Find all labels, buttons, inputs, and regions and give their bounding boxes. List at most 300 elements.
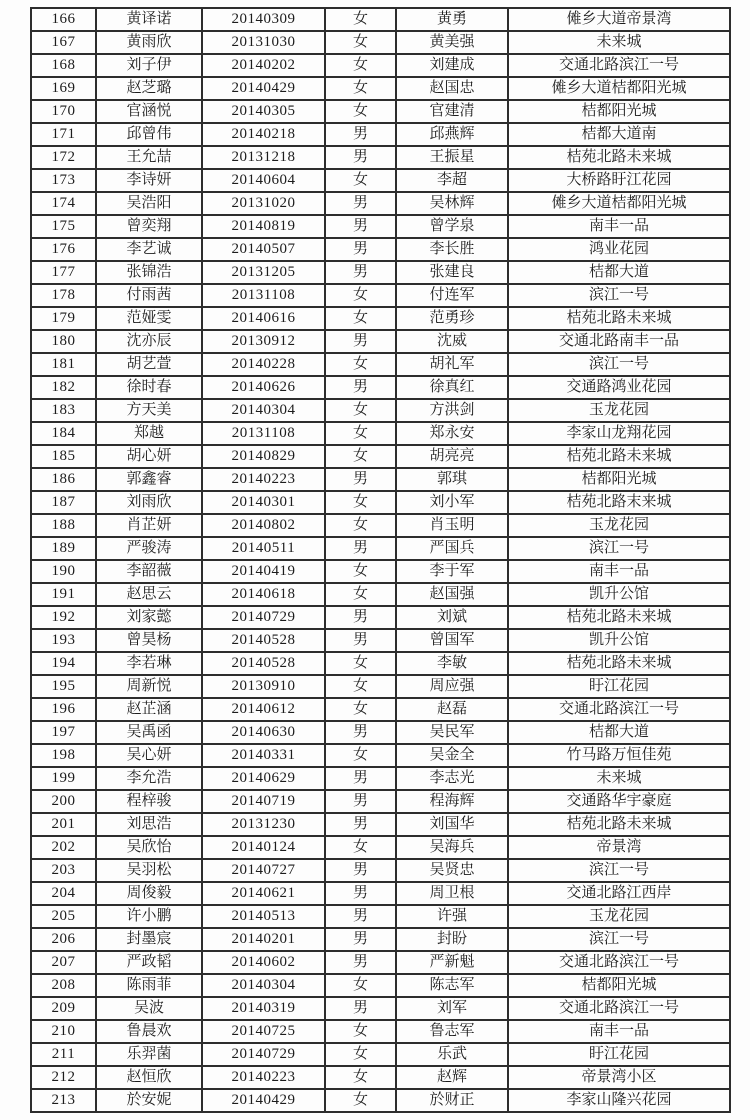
cell-gender: 女 (325, 1043, 396, 1066)
table-row (31, 928, 730, 951)
cell-number: 211 (31, 1043, 96, 1066)
cell-gender: 男 (325, 951, 396, 974)
cell-gender: 男 (325, 882, 396, 905)
cell-number: 182 (31, 376, 96, 399)
cell-number: 192 (31, 606, 96, 629)
cell-name: 郑越 (96, 422, 202, 445)
cell-guardian: 张建良 (396, 261, 508, 284)
table-row (31, 721, 730, 744)
cell-guardian: 吴贤忠 (396, 859, 508, 882)
cell-birthdate: 20140602 (202, 951, 325, 974)
cell-gender: 男 (325, 468, 396, 491)
cell-address: 桔苑北路未来城 (508, 307, 730, 330)
cell-name: 李若琳 (96, 652, 202, 675)
cell-name: 周俊毅 (96, 882, 202, 905)
table-row (31, 905, 730, 928)
table-row (31, 583, 730, 606)
cell-guardian: 李超 (396, 169, 508, 192)
table-row (31, 1043, 730, 1066)
cell-number: 171 (31, 123, 96, 146)
cell-guardian: 黄勇 (396, 8, 508, 31)
cell-birthdate: 20140124 (202, 836, 325, 859)
cell-birthdate: 20140319 (202, 997, 325, 1020)
table-row (31, 376, 730, 399)
cell-guardian: 郭琪 (396, 468, 508, 491)
cell-number: 204 (31, 882, 96, 905)
cell-birthdate: 20140301 (202, 491, 325, 514)
cell-number: 200 (31, 790, 96, 813)
cell-address: 桔苑北路未来城 (508, 652, 730, 675)
cell-number: 208 (31, 974, 96, 997)
cell-gender: 女 (325, 399, 396, 422)
cell-name: 张锦浩 (96, 261, 202, 284)
cell-guardian: 胡礼军 (396, 353, 508, 376)
cell-name: 李艺诚 (96, 238, 202, 261)
cell-birthdate: 20131108 (202, 422, 325, 445)
cell-number: 181 (31, 353, 96, 376)
cell-address: 李家山龙翔花园 (508, 422, 730, 445)
cell-guardian: 严新魁 (396, 951, 508, 974)
cell-birthdate: 20140802 (202, 514, 325, 537)
cell-birthdate: 20140228 (202, 353, 325, 376)
cell-number: 196 (31, 698, 96, 721)
cell-guardian: 鲁志军 (396, 1020, 508, 1043)
table-row (31, 606, 730, 629)
cell-name: 许小鹏 (96, 905, 202, 928)
cell-name: 吴禹函 (96, 721, 202, 744)
cell-address: 交通北路滨江一号 (508, 698, 730, 721)
table-row (31, 169, 730, 192)
cell-address: 滨江一号 (508, 859, 730, 882)
cell-name: 吴欣怡 (96, 836, 202, 859)
cell-address: 大桥路盱江花园 (508, 169, 730, 192)
table-row (31, 859, 730, 882)
cell-number: 186 (31, 468, 96, 491)
cell-address: 交通北路滨江一号 (508, 997, 730, 1020)
cell-address: 桔都阳光城 (508, 100, 730, 123)
cell-number: 177 (31, 261, 96, 284)
cell-number: 209 (31, 997, 96, 1020)
cell-gender: 女 (325, 422, 396, 445)
table-row (31, 399, 730, 422)
table-row (31, 537, 730, 560)
cell-address: 交通北路滨江一号 (508, 54, 730, 77)
cell-name: 肖芷妍 (96, 514, 202, 537)
cell-number: 198 (31, 744, 96, 767)
cell-gender: 男 (325, 721, 396, 744)
cell-number: 190 (31, 560, 96, 583)
cell-birthdate: 20140331 (202, 744, 325, 767)
cell-birthdate: 20140630 (202, 721, 325, 744)
cell-birthdate: 20131108 (202, 284, 325, 307)
table-row (31, 836, 730, 859)
cell-gender: 女 (325, 445, 396, 468)
cell-number: 197 (31, 721, 96, 744)
cell-birthdate: 20140429 (202, 77, 325, 100)
cell-birthdate: 20140528 (202, 629, 325, 652)
cell-address: 傩乡大道桔都阳光城 (508, 192, 730, 215)
cell-name: 曾昊杨 (96, 629, 202, 652)
cell-birthdate: 20140429 (202, 1089, 325, 1112)
cell-address: 凯升公馆 (508, 583, 730, 606)
cell-birthdate: 20130910 (202, 675, 325, 698)
cell-guardian: 吴林辉 (396, 192, 508, 215)
cell-number: 183 (31, 399, 96, 422)
cell-birthdate: 20140829 (202, 445, 325, 468)
cell-number: 210 (31, 1020, 96, 1043)
cell-name: 周新悦 (96, 675, 202, 698)
roster-table-body (31, 8, 730, 1112)
cell-birthdate: 20140719 (202, 790, 325, 813)
cell-name: 赵芝璐 (96, 77, 202, 100)
cell-birthdate: 20140618 (202, 583, 325, 606)
cell-name: 王允喆 (96, 146, 202, 169)
table-row (31, 8, 730, 31)
cell-name: 刘思浩 (96, 813, 202, 836)
cell-guardian: 封盼 (396, 928, 508, 951)
cell-address: 桔都阳光城 (508, 468, 730, 491)
cell-name: 付雨茜 (96, 284, 202, 307)
table-row (31, 330, 730, 353)
cell-gender: 女 (325, 8, 396, 31)
table-row (31, 1089, 730, 1112)
cell-gender: 女 (325, 31, 396, 54)
cell-name: 吴波 (96, 997, 202, 1020)
cell-guardian: 曾学泉 (396, 215, 508, 238)
table-row (31, 813, 730, 836)
cell-gender: 男 (325, 790, 396, 813)
cell-guardian: 程海辉 (396, 790, 508, 813)
cell-guardian: 王振星 (396, 146, 508, 169)
table-row (31, 744, 730, 767)
cell-address: 滨江一号 (508, 284, 730, 307)
cell-gender: 女 (325, 491, 396, 514)
cell-birthdate: 20140309 (202, 8, 325, 31)
cell-address: 桔都大道南 (508, 123, 730, 146)
table-row (31, 698, 730, 721)
cell-number: 213 (31, 1089, 96, 1112)
cell-guardian: 乐武 (396, 1043, 508, 1066)
cell-name: 封墨宸 (96, 928, 202, 951)
cell-birthdate: 20140528 (202, 652, 325, 675)
cell-guardian: 刘建成 (396, 54, 508, 77)
cell-address: 凯升公馆 (508, 629, 730, 652)
cell-number: 175 (31, 215, 96, 238)
cell-gender: 男 (325, 238, 396, 261)
cell-guardian: 陈志军 (396, 974, 508, 997)
cell-name: 邱曾伟 (96, 123, 202, 146)
cell-address: 鸿业花园 (508, 238, 730, 261)
cell-number: 191 (31, 583, 96, 606)
cell-gender: 女 (325, 514, 396, 537)
cell-number: 205 (31, 905, 96, 928)
cell-gender: 男 (325, 997, 396, 1020)
table-row (31, 882, 730, 905)
cell-birthdate: 20140621 (202, 882, 325, 905)
cell-birthdate: 20140223 (202, 1066, 325, 1089)
cell-number: 201 (31, 813, 96, 836)
table-row (31, 790, 730, 813)
cell-number: 185 (31, 445, 96, 468)
table-row (31, 1066, 730, 1089)
cell-gender: 女 (325, 77, 396, 100)
cell-address: 交通路鸿业花园 (508, 376, 730, 399)
cell-name: 黄译诺 (96, 8, 202, 31)
cell-gender: 男 (325, 261, 396, 284)
table-row (31, 100, 730, 123)
cell-birthdate: 20140629 (202, 767, 325, 790)
table-row (31, 31, 730, 54)
cell-address: 玉龙花园 (508, 905, 730, 928)
cell-name: 於安妮 (96, 1089, 202, 1112)
cell-birthdate: 20140616 (202, 307, 325, 330)
cell-birthdate: 20140819 (202, 215, 325, 238)
cell-guardian: 赵辉 (396, 1066, 508, 1089)
cell-gender: 男 (325, 376, 396, 399)
table-row (31, 491, 730, 514)
cell-name: 刘家懿 (96, 606, 202, 629)
table-row (31, 238, 730, 261)
cell-birthdate: 20130912 (202, 330, 325, 353)
cell-name: 程梓骏 (96, 790, 202, 813)
cell-guardian: 周应强 (396, 675, 508, 698)
cell-name: 严骏涛 (96, 537, 202, 560)
cell-number: 167 (31, 31, 96, 54)
cell-name: 胡艺萱 (96, 353, 202, 376)
cell-number: 179 (31, 307, 96, 330)
cell-guardian: 方洪剑 (396, 399, 508, 422)
cell-address: 桔苑北路未来城 (508, 813, 730, 836)
table-row (31, 629, 730, 652)
cell-gender: 女 (325, 1020, 396, 1043)
cell-number: 194 (31, 652, 96, 675)
table-row (31, 261, 730, 284)
cell-number: 207 (31, 951, 96, 974)
cell-birthdate: 20140304 (202, 974, 325, 997)
cell-address: 竹马路万恒佳苑 (508, 744, 730, 767)
cell-gender: 女 (325, 284, 396, 307)
cell-name: 吴心妍 (96, 744, 202, 767)
cell-number: 176 (31, 238, 96, 261)
cell-birthdate: 20140604 (202, 169, 325, 192)
cell-address: 交通北路滨江一号 (508, 951, 730, 974)
cell-gender: 男 (325, 215, 396, 238)
cell-number: 189 (31, 537, 96, 560)
cell-number: 180 (31, 330, 96, 353)
cell-guardian: 刘国华 (396, 813, 508, 836)
cell-birthdate: 20140513 (202, 905, 325, 928)
cell-guardian: 胡亮亮 (396, 445, 508, 468)
cell-birthdate: 20140201 (202, 928, 325, 951)
cell-birthdate: 20140626 (202, 376, 325, 399)
cell-address: 玉龙花园 (508, 399, 730, 422)
cell-address: 桔苑北路未来城 (508, 445, 730, 468)
cell-address: 南丰一品 (508, 215, 730, 238)
cell-birthdate: 20140612 (202, 698, 325, 721)
table-row (31, 652, 730, 675)
cell-number: 178 (31, 284, 96, 307)
cell-guardian: 许强 (396, 905, 508, 928)
cell-address: 桔苑北路未来城 (508, 146, 730, 169)
cell-birthdate: 20131230 (202, 813, 325, 836)
cell-guardian: 邱燕辉 (396, 123, 508, 146)
cell-birthdate: 20140507 (202, 238, 325, 261)
cell-number: 166 (31, 8, 96, 31)
table-row (31, 192, 730, 215)
cell-guardian: 官建清 (396, 100, 508, 123)
cell-guardian: 范勇珍 (396, 307, 508, 330)
table-row (31, 560, 730, 583)
cell-name: 徐时春 (96, 376, 202, 399)
cell-name: 李韶薇 (96, 560, 202, 583)
cell-address: 桔苑北路未来城 (508, 606, 730, 629)
cell-gender: 女 (325, 675, 396, 698)
cell-guardian: 赵国强 (396, 583, 508, 606)
cell-birthdate: 20131020 (202, 192, 325, 215)
cell-guardian: 刘小军 (396, 491, 508, 514)
cell-guardian: 徐真红 (396, 376, 508, 399)
cell-guardian: 郑永安 (396, 422, 508, 445)
cell-address: 傩乡大道桔都阳光城 (508, 77, 730, 100)
cell-birthdate: 20140419 (202, 560, 325, 583)
cell-gender: 男 (325, 606, 396, 629)
cell-name: 吴羽松 (96, 859, 202, 882)
cell-address: 滨江一号 (508, 353, 730, 376)
cell-name: 黄雨欣 (96, 31, 202, 54)
cell-gender: 女 (325, 836, 396, 859)
cell-name: 赵恒欣 (96, 1066, 202, 1089)
cell-number: 206 (31, 928, 96, 951)
cell-gender: 女 (325, 1089, 396, 1112)
cell-birthdate: 20140304 (202, 399, 325, 422)
cell-number: 172 (31, 146, 96, 169)
cell-name: 乐羿菌 (96, 1043, 202, 1066)
cell-birthdate: 20131205 (202, 261, 325, 284)
cell-gender: 男 (325, 813, 396, 836)
cell-address: 未来城 (508, 767, 730, 790)
cell-name: 李允浩 (96, 767, 202, 790)
cell-birthdate: 20140223 (202, 468, 325, 491)
cell-gender: 男 (325, 859, 396, 882)
cell-guardian: 李志光 (396, 767, 508, 790)
cell-name: 李诗妍 (96, 169, 202, 192)
cell-gender: 男 (325, 928, 396, 951)
cell-gender: 女 (325, 583, 396, 606)
cell-number: 174 (31, 192, 96, 215)
table-row (31, 951, 730, 974)
cell-address: 帝景湾 (508, 836, 730, 859)
cell-birthdate: 20140511 (202, 537, 325, 560)
cell-address: 李家山隆兴花园 (508, 1089, 730, 1112)
cell-gender: 女 (325, 353, 396, 376)
cell-birthdate: 20131030 (202, 31, 325, 54)
cell-gender: 男 (325, 537, 396, 560)
cell-gender: 女 (325, 744, 396, 767)
cell-guardian: 严国兵 (396, 537, 508, 560)
cell-guardian: 李长胜 (396, 238, 508, 261)
cell-guardian: 刘斌 (396, 606, 508, 629)
cell-address: 盱江花园 (508, 1043, 730, 1066)
cell-name: 郭鑫睿 (96, 468, 202, 491)
cell-gender: 女 (325, 560, 396, 583)
cell-birthdate: 20140725 (202, 1020, 325, 1043)
cell-address: 交通北路南丰一品 (508, 330, 730, 353)
cell-name: 胡心妍 (96, 445, 202, 468)
cell-address: 傩乡大道帝景湾 (508, 8, 730, 31)
cell-gender: 男 (325, 123, 396, 146)
cell-address: 玉龙花园 (508, 514, 730, 537)
cell-gender: 男 (325, 629, 396, 652)
cell-birthdate: 20140202 (202, 54, 325, 77)
cell-name: 官涵悦 (96, 100, 202, 123)
cell-gender: 女 (325, 698, 396, 721)
table-row (31, 77, 730, 100)
cell-guardian: 周卫根 (396, 882, 508, 905)
cell-name: 赵思云 (96, 583, 202, 606)
cell-name: 严政韬 (96, 951, 202, 974)
cell-gender: 女 (325, 307, 396, 330)
cell-guardian: 付连军 (396, 284, 508, 307)
cell-guardian: 刘军 (396, 997, 508, 1020)
table-row (31, 54, 730, 77)
cell-number: 169 (31, 77, 96, 100)
cell-address: 交通北路江西岸 (508, 882, 730, 905)
cell-name: 陈雨菲 (96, 974, 202, 997)
cell-address: 桔都阳光城 (508, 974, 730, 997)
cell-gender: 男 (325, 192, 396, 215)
table-row (31, 353, 730, 376)
cell-guardian: 赵国忠 (396, 77, 508, 100)
cell-guardian: 赵磊 (396, 698, 508, 721)
table-row (31, 307, 730, 330)
cell-birthdate: 20140305 (202, 100, 325, 123)
cell-number: 202 (31, 836, 96, 859)
cell-address: 桔都大道 (508, 721, 730, 744)
table-row (31, 123, 730, 146)
cell-name: 曾奕翔 (96, 215, 202, 238)
cell-address: 桔苑北路末来城 (508, 491, 730, 514)
table-row (31, 215, 730, 238)
cell-address: 未来城 (508, 31, 730, 54)
cell-gender: 男 (325, 330, 396, 353)
cell-number: 168 (31, 54, 96, 77)
cell-number: 187 (31, 491, 96, 514)
cell-birthdate: 20140729 (202, 1043, 325, 1066)
cell-guardian: 肖玉明 (396, 514, 508, 537)
cell-name: 刘雨欣 (96, 491, 202, 514)
cell-address: 滨江一号 (508, 928, 730, 951)
cell-guardian: 李于军 (396, 560, 508, 583)
table-row (31, 514, 730, 537)
cell-address: 帝景湾小区 (508, 1066, 730, 1089)
table-row (31, 675, 730, 698)
cell-gender: 男 (325, 767, 396, 790)
cell-name: 吴浩阳 (96, 192, 202, 215)
cell-number: 193 (31, 629, 96, 652)
cell-guardian: 吴金全 (396, 744, 508, 767)
cell-name: 沈亦辰 (96, 330, 202, 353)
table-row (31, 445, 730, 468)
cell-name: 鲁晨欢 (96, 1020, 202, 1043)
cell-guardian: 李敏 (396, 652, 508, 675)
cell-gender: 男 (325, 146, 396, 169)
cell-number: 184 (31, 422, 96, 445)
cell-gender: 女 (325, 54, 396, 77)
table-row (31, 422, 730, 445)
cell-address: 南丰一品 (508, 560, 730, 583)
table-row (31, 767, 730, 790)
cell-address: 南丰一品 (508, 1020, 730, 1043)
